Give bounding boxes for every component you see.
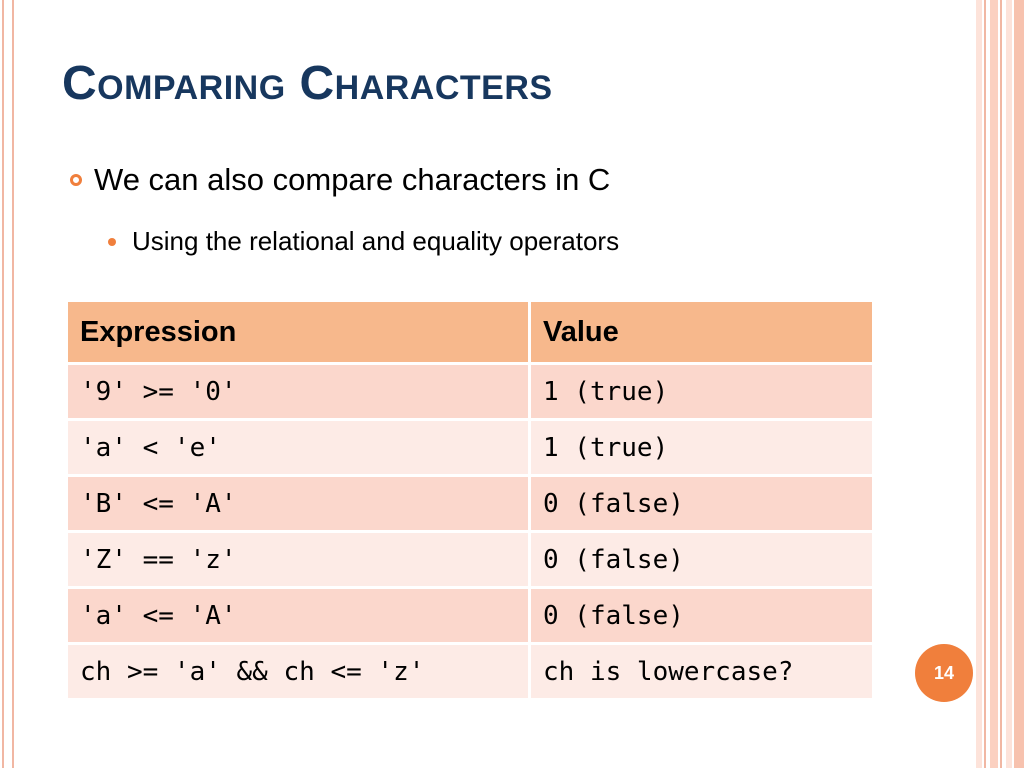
- expression-cell: 'B' <= 'A': [68, 477, 528, 530]
- expression-cell: 'Z' == 'z': [68, 533, 528, 586]
- value-cell: 0 (false): [531, 589, 872, 642]
- table-row: [68, 421, 872, 474]
- page-number-badge: 14: [915, 644, 973, 702]
- left-border-decoration: [0, 0, 14, 768]
- bullet-level2-text: Using the relational and equality operators: [132, 226, 620, 256]
- expression-cell: 'a' <= 'A': [68, 589, 528, 642]
- expression-cell: ch >= 'a' && ch <= 'z': [68, 645, 528, 698]
- table-row: [68, 589, 872, 642]
- header-expression: Expression: [68, 302, 528, 362]
- value-cell: 1 (true): [531, 365, 872, 418]
- header-value: Value: [531, 302, 872, 362]
- bullet-level1: [70, 162, 610, 198]
- expression-cell: '9' >= '0': [68, 365, 528, 418]
- ring-bullet-icon: [70, 174, 82, 186]
- table-row: [68, 365, 872, 418]
- right-border-decoration: [976, 0, 1024, 768]
- expression-table: [65, 299, 875, 701]
- value-cell: 0 (false): [531, 533, 872, 586]
- value-cell: 0 (false): [531, 477, 872, 530]
- table-row: [68, 533, 872, 586]
- slide-title: Comparing Characters: [62, 57, 553, 110]
- value-cell: ch is lowercase?: [531, 645, 872, 698]
- table-row: [68, 477, 872, 530]
- value-cell: 1 (true): [531, 421, 872, 474]
- bullet-level2: [108, 226, 619, 257]
- table-row: [68, 645, 872, 698]
- dot-bullet-icon: [108, 238, 116, 246]
- bullet-level1-text: We can also compare characters in C: [94, 162, 611, 197]
- expression-cell: 'a' < 'e': [68, 421, 528, 474]
- table-header-row: [68, 302, 872, 362]
